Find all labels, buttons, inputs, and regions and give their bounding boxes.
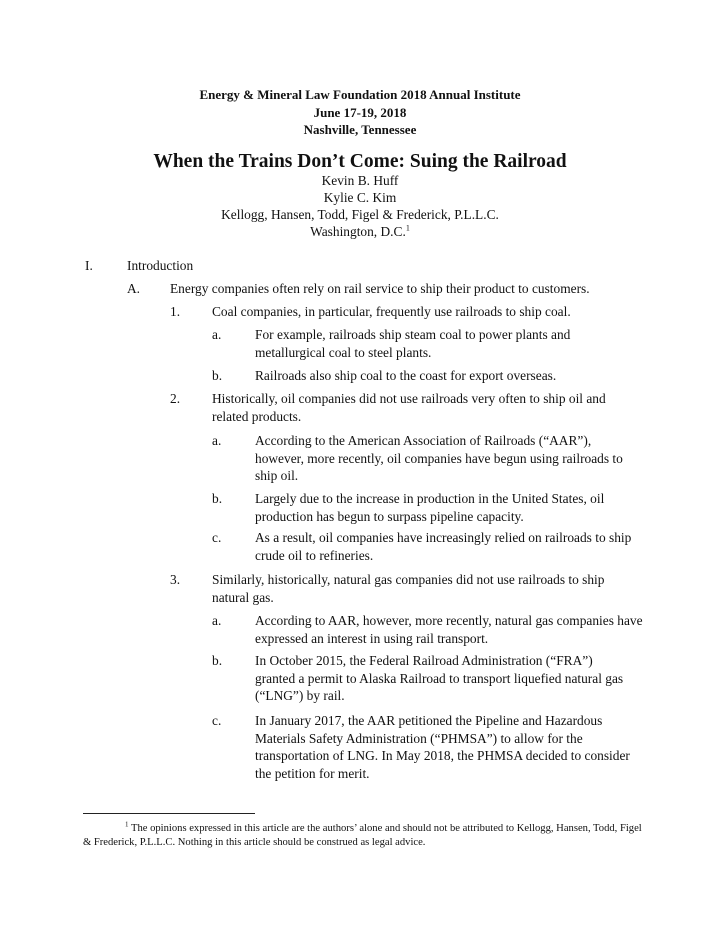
outline-text: Railroads also ship coal to the coast for export overseas. <box>255 368 557 383</box>
firm-location <box>0 223 720 240</box>
outline-label: 1. <box>170 304 181 319</box>
outline-text: According to the American Association of Railroads (“AAR”), however, more recently, oil companies have begun using railroads to ship oil. <box>255 433 623 483</box>
footnote-text: The opinions expressed in this article are the authors’ alone and should not be attributed to Kellogg, Hansen, Todd, Figel & Frederick, P.L.L.C. Nothing in this article should be construed as legal advice. <box>83 823 642 848</box>
footnote-separator <box>83 813 255 814</box>
outline-label: b. <box>212 653 223 668</box>
author-name: Kylie C. Kim <box>323 190 397 205</box>
outline-text: Historically, oil companies did not use railroads very often to ship oil and related products. <box>212 391 606 424</box>
outline-text: According to AAR, however, more recently, natural gas companies have expressed an interest in using rail transport. <box>255 613 643 646</box>
outline-text: As a result, oil companies have increasingly relied on railroads to ship crude oil to refineries. <box>255 530 632 563</box>
footnote-reference[interactable]: 1 <box>405 223 410 233</box>
outline-label: a. <box>212 433 222 448</box>
outline-label: a. <box>212 327 222 342</box>
conference-title: Energy & Mineral Law Foundation 2018 Annual Institute <box>199 87 521 102</box>
section-label: I. <box>85 258 93 273</box>
author-name: Kevin B. Huff <box>321 173 399 188</box>
conference-dates: June 17-19, 2018 <box>313 105 407 120</box>
outline-text: Coal companies, in particular, frequently use railroads to ship coal. <box>212 304 571 319</box>
outline-label: 3. <box>170 572 181 587</box>
outline-text: For example, railroads ship steam coal to power plants and metallurgical coal to steel plants. <box>255 327 571 360</box>
firm-city: Washington, D.C. <box>310 224 406 239</box>
law-firm: Kellogg, Hansen, Todd, Figel & Frederick, P.L.L.C. <box>221 207 499 222</box>
outline-text: Largely due to the increase in production in the United States, oil production has begun to surpass pipeline capacity. <box>255 491 605 524</box>
outline-text: Similarly, historically, natural gas companies did not use railroads to ship natural gas. <box>212 572 605 605</box>
outline-label: c. <box>212 713 222 728</box>
footnote-mark: 1 <box>125 820 129 829</box>
footnote <box>83 822 643 850</box>
outline-label: 2. <box>170 391 181 406</box>
outline-text: In January 2017, the AAR petitioned the Pipeline and Hazardous Materials Safety Administration (“PHMSA”) to allow for the transportation of LNG. In May 2018, the PHMSA decided to consider the petition for merit. <box>255 713 630 781</box>
outline-label: b. <box>212 491 223 506</box>
article-title: When the Trains Don’t Come: Suing the Railroad <box>153 151 567 172</box>
outline-text: In October 2015, the Federal Railroad Administration (“FRA”) granted a permit to Alaska Railroad to transport liquefied natural gas (“LNG”) by rail. <box>255 653 624 703</box>
outline-label: a. <box>212 613 222 628</box>
outline-text: Energy companies often rely on rail service to ship their product to customers. <box>170 281 590 296</box>
outline-label: A. <box>127 281 141 296</box>
outline-label: b. <box>212 368 223 383</box>
conference-location: Nashville, Tennessee <box>303 122 417 137</box>
section-heading: Introduction <box>127 258 194 273</box>
outline-label: c. <box>212 530 222 545</box>
